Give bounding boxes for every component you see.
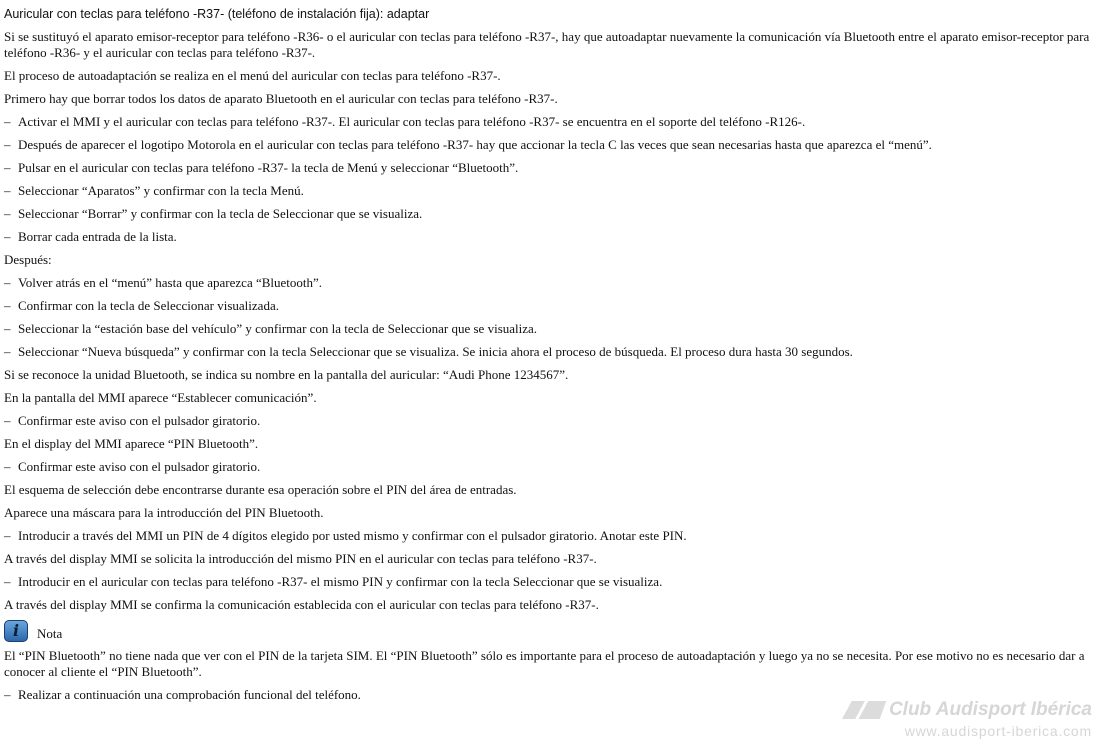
paragraph: Aparece una máscara para la introducción del PIN Bluetooth. (4, 505, 324, 520)
paragraph: El “PIN Bluetooth” no tiene nada que ver con el PIN de la tarjeta SIM. El “PIN Bluetooth” sólo es importante para el proceso de autoadaptación y luego ya no se necesita. Por ese motivo no es necesario dar a conocer al cliente el “PIN Bluetooth”. (4, 648, 1085, 679)
step-item (4, 137, 1092, 153)
note-label: Nota (37, 626, 63, 641)
step-text: Confirmar con la tecla de Seleccionar visualizada. (18, 298, 279, 313)
step-dash: – (4, 459, 11, 474)
paragraph: Primero hay que borrar todos los datos de aparato Bluetooth en el auricular con teclas para teléfono -R37-. (4, 91, 558, 106)
step-dash: – (4, 528, 11, 543)
document-body (4, 29, 1092, 703)
step-item (4, 298, 1092, 314)
step-text: Pulsar en el auricular con teclas para teléfono -R37- la tecla de Menú y seleccionar “Bluetooth”. (18, 160, 519, 175)
paragraph: El esquema de selección debe encontrarse durante esa operación sobre el PIN del área de entradas. (4, 482, 517, 497)
paragraph: A través del display MMI se solicita la introducción del mismo PIN en el auricular con teclas para teléfono -R37-. (4, 551, 597, 566)
step-text: Volver atrás en el “menú” hasta que aparezca “Bluetooth”. (18, 275, 323, 290)
step-dash: – (4, 413, 11, 428)
step-item (4, 206, 1092, 222)
step-item (4, 344, 1092, 360)
step-text: Seleccionar “Borrar” y confirmar con la tecla de Seleccionar que se visualiza. (18, 206, 423, 221)
step-text: Introducir a través del MMI un PIN de 4 dígitos elegido por usted mismo y confirmar con el pulsador giratorio. Anotar este PIN. (18, 528, 687, 543)
step-dash: – (4, 137, 11, 152)
step-dash: – (4, 321, 11, 336)
step-item (4, 321, 1092, 337)
document (4, 6, 1092, 710)
document-title: Auricular con teclas para teléfono -R37- (teléfono de instalación fija): adaptar (4, 7, 430, 21)
step-dash: – (4, 183, 11, 198)
step-dash: – (4, 114, 11, 129)
step-text: Confirmar este aviso con el pulsador giratorio. (18, 459, 261, 474)
step-item (4, 528, 1092, 544)
step-dash: – (4, 229, 11, 244)
step-dash: – (4, 160, 11, 175)
step-item (4, 160, 1092, 176)
paragraph: Si se reconoce la unidad Bluetooth, se indica su nombre en la pantalla del auricular: “Audi Phone 1234567”. (4, 367, 569, 382)
step-dash: – (4, 206, 11, 221)
step-item (4, 183, 1092, 199)
step-dash: – (4, 344, 11, 359)
step-dash: – (4, 574, 11, 589)
step-item (4, 229, 1092, 245)
paragraph: A través del display MMI se confirma la comunicación establecida con el auricular con teclas para teléfono -R37-. (4, 597, 599, 612)
info-icon: i (4, 620, 28, 642)
step-text: Después de aparecer el logotipo Motorola en el auricular con teclas para teléfono -R37- hay que accionar la tecla C las veces que sean necesarias hasta que aparezca el “menú”. (18, 137, 932, 152)
watermark-name: Club Audisport Ibérica (888, 699, 1092, 720)
paragraph: Después: (4, 252, 52, 267)
step-text: Borrar cada entrada de la lista. (18, 229, 177, 244)
watermark-url: www.audisport-iberica.com (904, 723, 1092, 739)
step-item (4, 275, 1092, 291)
paragraph: En la pantalla del MMI aparece “Establecer comunicación”. (4, 390, 317, 405)
paragraph: El proceso de autoadaptación se realiza en el menú del auricular con teclas para teléfono -R37-. (4, 68, 501, 83)
step-item (4, 413, 1092, 429)
step-text: Activar el MMI y el auricular con teclas para teléfono -R37-. El auricular con teclas para teléfono -R37- se encuentra en el soporte del teléfono -R126-. (18, 114, 806, 129)
paragraph: En el display del MMI aparece “PIN Bluetooth”. (4, 436, 259, 451)
note-header (4, 620, 1092, 642)
step-text: Introducir en el auricular con teclas para teléfono -R37- el mismo PIN y confirmar con la tecla Seleccionar que se visualiza. (18, 574, 663, 589)
paragraph: Si se sustituyó el aparato emisor-receptor para teléfono -R36- o el auricular con teclas para teléfono -R37-, hay que autoadaptar nuevamente la comunicación vía Bluetooth entre el aparato emisor-receptor para teléfono -R36- y el auricular con teclas para teléfono -R37-. (4, 29, 1090, 60)
step-text: Seleccionar “Aparatos” y confirmar con la tecla Menú. (18, 183, 304, 198)
step-dash: – (4, 275, 11, 290)
step-text: Confirmar este aviso con el pulsador giratorio. (18, 413, 261, 428)
step-item (4, 459, 1092, 475)
club-logo-icon (836, 701, 887, 719)
step-dash: – (4, 687, 11, 702)
watermark (839, 699, 1092, 739)
step-text: Seleccionar la “estación base del vehículo” y confirmar con la tecla de Seleccionar que se visualiza. (18, 321, 538, 336)
step-text: Realizar a continuación una comprobación funcional del teléfono. (18, 687, 361, 702)
step-dash: – (4, 298, 11, 313)
step-text: Seleccionar “Nueva búsqueda” y confirmar con la tecla Seleccionar que se visualiza. Se inicia ahora el proceso de búsqueda. El proceso dura hasta 30 segundos. (18, 344, 853, 359)
step-item (4, 114, 1092, 130)
step-item (4, 574, 1092, 590)
